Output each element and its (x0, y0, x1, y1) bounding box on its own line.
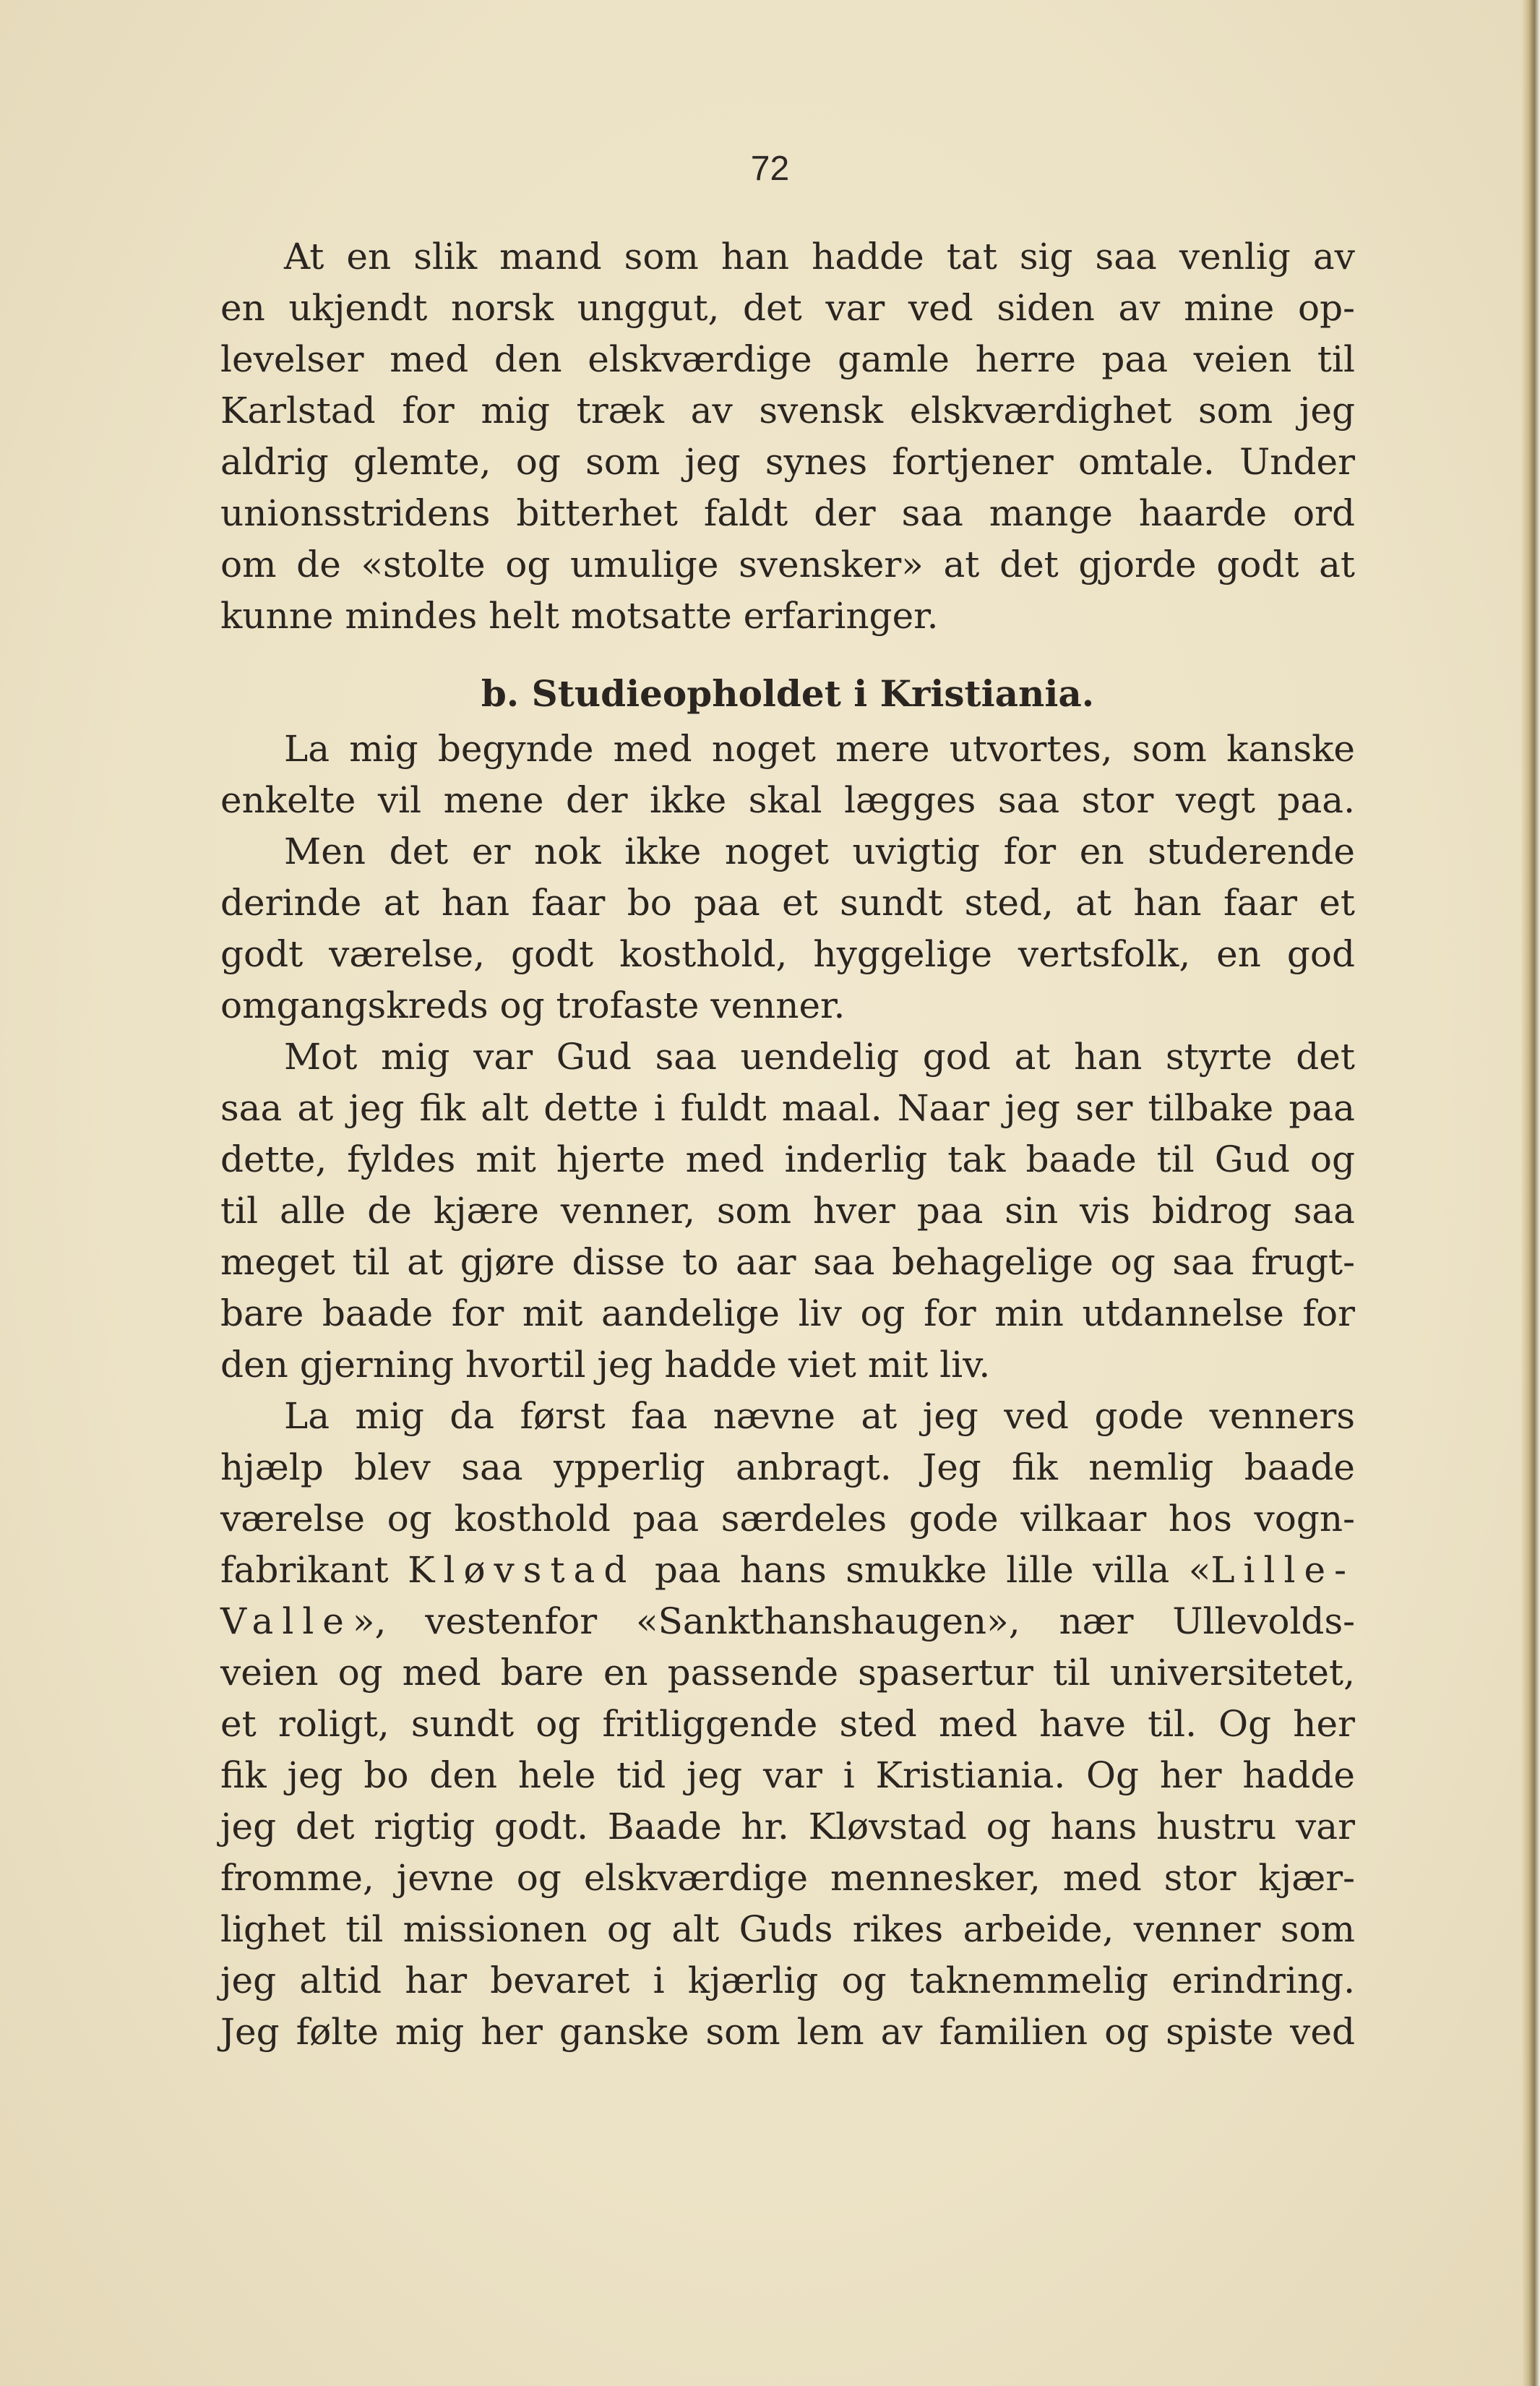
text-line: unionsstridens bitterhet faldt der saa mange haarde ord (220, 492, 1355, 534)
section-heading: b. Studieopholdet i Kristiania. (481, 672, 1095, 715)
text-line: godt værelse, godt kosthold, hyggelige vertsfolk, en god (220, 933, 1355, 975)
text-run: », vestenfor «Sankthanshaugen», nær Ullevolds- (352, 1600, 1355, 1642)
text-line: en ukjendt norsk unggut, det var ved siden av mine op- (220, 287, 1355, 329)
text-run: paa hans smukke lille villa « (635, 1549, 1211, 1591)
text-line: dette, fyldes mit hjerte med inderlig tak baade til Gud og (220, 1138, 1355, 1180)
text-line: Men det er nok ikke noget uvigtig for en studerende (284, 831, 1355, 872)
text-line: den gjerning hvortil jeg hadde viet mit liv. (220, 1344, 991, 1386)
text-line: At en slik mand som han hadde tat sig saa venlig av (284, 236, 1355, 278)
text-line (220, 1545, 1355, 1596)
text-line: La mig da først faa nævne at jeg ved gode venners (284, 1395, 1355, 1437)
body-text (220, 231, 1355, 2058)
text-line: aldrig glemte, og som jeg synes fortjener omtale. Under (220, 441, 1355, 483)
paragraph-3 (220, 1031, 1355, 1391)
text-line: et roligt, sundt og fritliggende sted med have til. Og her (220, 1703, 1355, 1745)
paragraph-4 (220, 1391, 1355, 2058)
text-line: meget til at gjøre disse to aar saa behagelige og saa frugt- (220, 1241, 1355, 1283)
text-line: til alle de kjære venner, som hver paa sin vis bidrog saa (220, 1190, 1355, 1232)
text-line: La mig begynde med noget mere utvortes, som kanske (284, 728, 1355, 770)
spaced-name: Valle (220, 1600, 353, 1642)
text-line: hjælp blev saa ypperlig anbragt. Jeg fik nemlig baade (220, 1446, 1355, 1488)
text-line: Mot mig var Gud saa uendelig god at han styrte det (284, 1036, 1355, 1078)
text-run: fabrikant (220, 1549, 408, 1591)
text-line: fromme, jevne og elskværdige mennesker, med stor kjær- (220, 1857, 1355, 1899)
text-line: om de «stolte og umulige svensker» at det gjorde godt at (220, 544, 1355, 585)
text-line: kunne mindes helt motsatte erfaringer. (220, 595, 939, 637)
text-line: saa at jeg fik alt dette i fuldt maal. Naar jeg ser tilbake paa (220, 1087, 1355, 1129)
text-line: jeg altid har bevaret i kjærlig og taknemmelig erindring. (220, 1960, 1355, 2001)
text-line: enkelte vil mene der ikke skal lægges saa stor vegt paa. (220, 779, 1355, 821)
paragraph-1 (220, 231, 1355, 642)
text-line: lighet til missionen og alt Guds rikes arbeide, venner som (220, 1908, 1355, 1950)
text-line: fik jeg bo den hele tid jeg var i Kristiania. Og her hadde (220, 1754, 1355, 1796)
text-line: levelser med den elskværdige gamle herre paa veien til (220, 338, 1355, 380)
text-line: jeg det rigtig godt. Baade hr. Kløvstad og hans hustru var (220, 1806, 1355, 1848)
text-line: veien og med bare en passende spasertur til universitetet, (220, 1652, 1355, 1694)
page-number: 72 (750, 150, 790, 188)
text-line (220, 1596, 1355, 1647)
paragraph-2 (220, 724, 1355, 1031)
spaced-name: Kløvstad (408, 1549, 636, 1591)
text-line: derinde at han faar bo paa et sundt sted, at han faar et (220, 882, 1355, 924)
text-line: bare baade for mit aandelige liv og for min utdannelse for (220, 1292, 1355, 1334)
page-edge (1521, 0, 1540, 2386)
text-line: omgangskreds og trofaste venner. (220, 984, 846, 1026)
spaced-name: Lille- (1210, 1549, 1355, 1591)
text-line: værelse og kosthold paa særdeles gode vilkaar hos vogn- (220, 1498, 1355, 1540)
text-line: Karlstad for mig træk av svensk elskværdighet som jeg (220, 390, 1355, 432)
text-line: Jeg følte mig her ganske som lem av familien og spiste ved (220, 2011, 1355, 2053)
